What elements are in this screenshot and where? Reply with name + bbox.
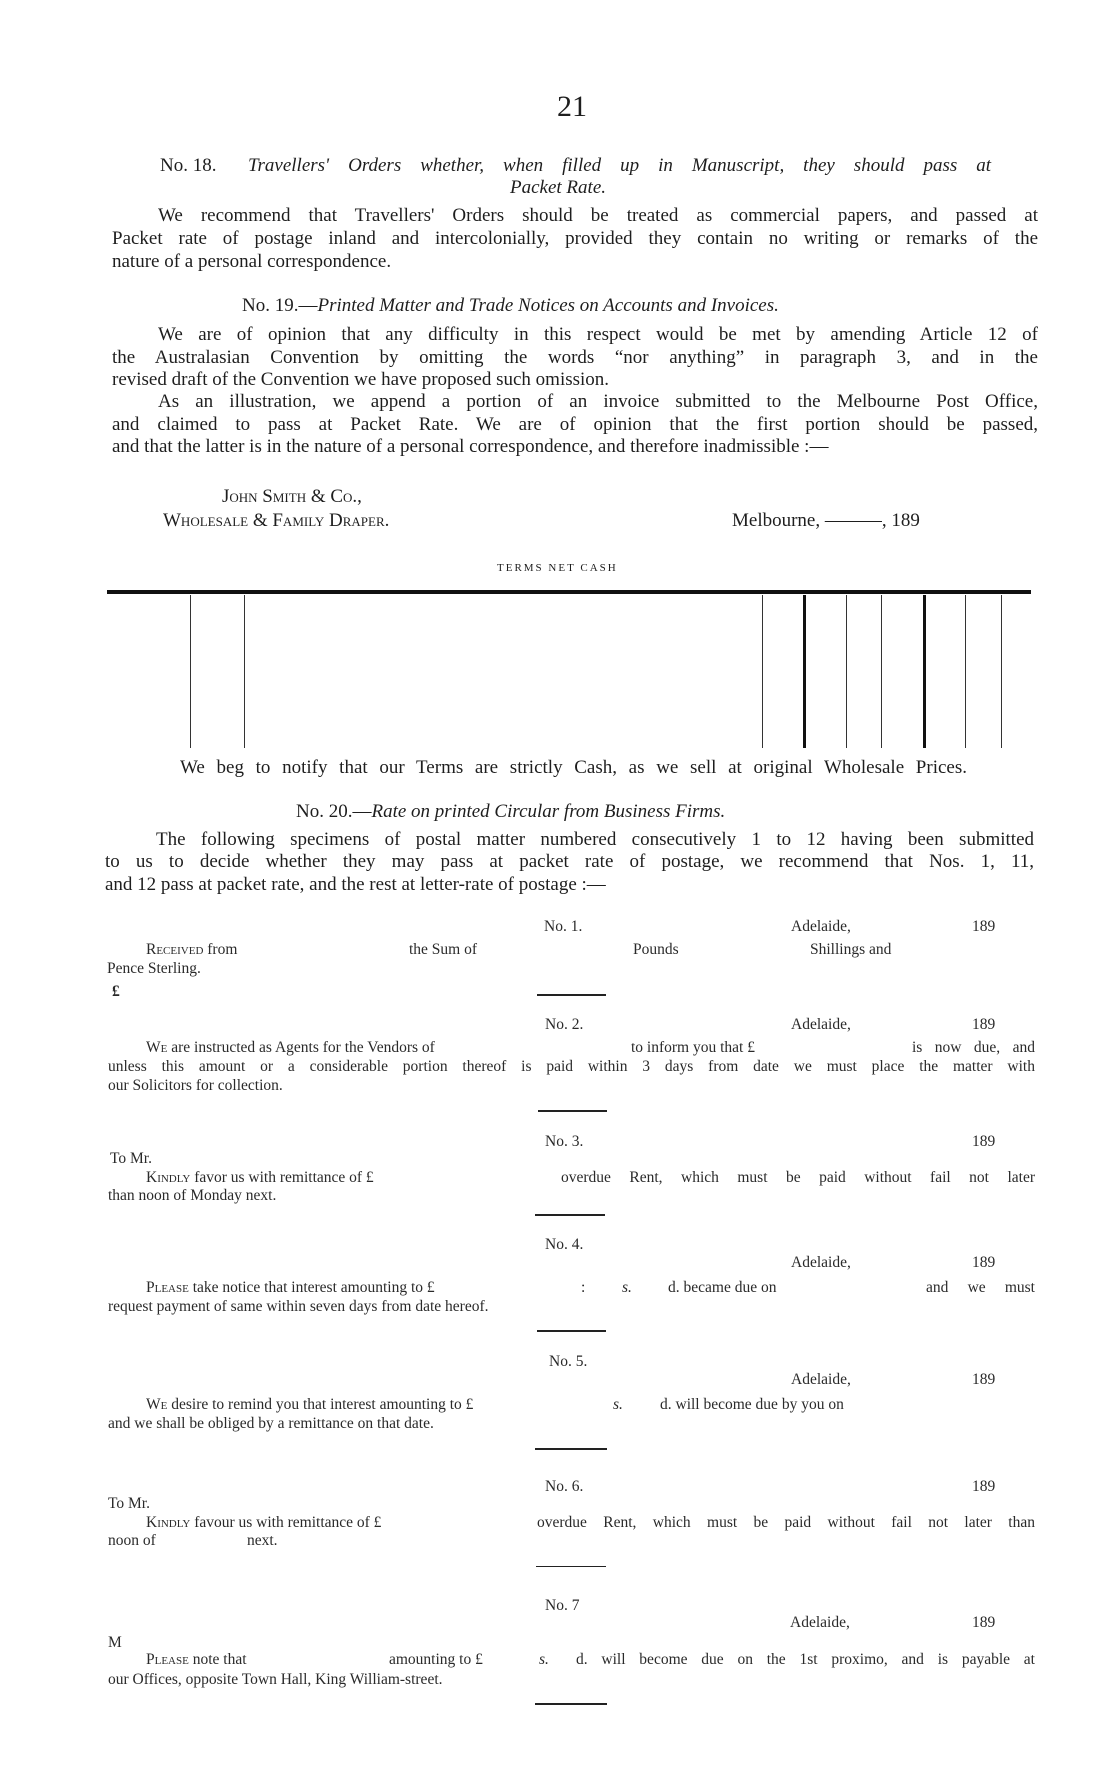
lead-word: Kindly xyxy=(146,1169,191,1186)
invoice-column-line xyxy=(923,595,926,748)
text: from xyxy=(207,941,238,958)
invoice-column-line xyxy=(244,595,245,748)
circular-6-text: noon of xyxy=(108,1532,156,1549)
s19-line: We are of opinion that any difficulty in this respect would be met by amending Article 12 of xyxy=(158,324,1038,345)
circular-3-addressee: To Mr. xyxy=(110,1150,152,1167)
separator-rule xyxy=(537,994,606,996)
circular-5-year: 189 xyxy=(972,1371,996,1388)
circular-6-text: overdue Rent, which must be paid without fail not later than xyxy=(537,1514,1035,1531)
section-19-title: Printed Matter and Trade Notices on Accounts and Invoices. xyxy=(317,295,779,316)
circular-7-number: No. 7 xyxy=(545,1597,580,1614)
separator-rule xyxy=(535,1448,607,1450)
circular-1-text: the Sum of xyxy=(409,941,478,958)
s19-line: the Australasian Convention by omitting the words “nor anything” in paragraph 3, and in the xyxy=(112,347,1038,368)
circular-1-text: Shillings and xyxy=(810,941,892,958)
circular-5-text xyxy=(146,1397,473,1413)
s19-line: revised draft of the Convention we have proposed such omission. xyxy=(112,369,610,390)
circular-6-number: No. 6. xyxy=(545,1478,584,1495)
section-20-title: Rate on printed Circular from Business Firms. xyxy=(371,801,726,822)
circular-2-text xyxy=(146,1040,435,1056)
text: desire to remind you that interest amounting to £ xyxy=(171,1396,474,1413)
section-20-heading xyxy=(296,802,725,821)
circular-2-text: unless this amount or a considerable portion thereof is paid within 3 days from date we must place the matter with xyxy=(108,1058,1035,1075)
circular-4-year: 189 xyxy=(972,1254,996,1271)
text: favour us with remittance of £ xyxy=(194,1514,382,1531)
circular-7-text: s. xyxy=(539,1651,549,1668)
text: and we must xyxy=(926,1279,1035,1296)
invoice-firm: John Smith & Co., xyxy=(222,486,362,507)
s19-line: and that the latter is in the nature of a personal correspondence, and therefore inadmissible :— xyxy=(112,436,829,457)
separator-rule xyxy=(538,1110,607,1112)
text: favor us with remittance of £ xyxy=(194,1169,374,1186)
circular-1-year: 189 xyxy=(972,918,996,935)
circular-6-text xyxy=(146,1515,381,1531)
invoice-column-line xyxy=(881,595,882,748)
separator-rule xyxy=(537,1330,606,1332)
circular-4-text: : xyxy=(581,1279,586,1296)
circular-2-text xyxy=(912,1040,1035,1056)
circular-2-place: Adelaide, xyxy=(791,1016,851,1033)
s20-line: to us to decide whether they may pass at packet rate of postage, we recommend that Nos. 1, 11, xyxy=(105,851,1034,872)
circular-6-addressee: To Mr. xyxy=(108,1495,150,1512)
circular-1-place: Adelaide, xyxy=(791,918,851,935)
lead-word: Please xyxy=(146,1651,189,1668)
circular-5-text: s. xyxy=(613,1396,623,1413)
circular-5-place: Adelaide, xyxy=(791,1371,851,1388)
circular-1-text xyxy=(146,942,237,958)
circular-2-text: to inform you that £ xyxy=(631,1039,755,1056)
s19-line: As an illustration, we append a portion of an invoice submitted to the Melbourne Post Office, xyxy=(158,391,1038,412)
invoice-trade: Wholesale & Family Draper. xyxy=(163,510,390,531)
text: is now due, and xyxy=(912,1039,1035,1056)
separator-rule xyxy=(535,1214,605,1216)
invoice-notice xyxy=(180,758,967,777)
circular-7-place: Adelaide, xyxy=(790,1614,850,1631)
invoice-column-line xyxy=(1001,595,1002,748)
section-19-number: No. 19.— xyxy=(242,295,318,316)
invoice-place-date: Melbourne, ———, 189 xyxy=(732,510,920,531)
circular-6-text: next. xyxy=(247,1532,278,1549)
text: note that xyxy=(192,1651,247,1668)
circular-3-number: No. 3. xyxy=(545,1133,584,1150)
circular-2-year: 189 xyxy=(972,1016,996,1033)
circular-1-text: Pence Sterling. xyxy=(107,960,201,977)
circular-1-text: Pounds xyxy=(633,941,679,958)
invoice-column-line xyxy=(762,595,763,748)
text: are instructed as Agents for the Vendors of xyxy=(171,1039,435,1056)
s18-line: nature of a personal correspondence. xyxy=(112,251,392,272)
circular-5-text: and we shall be obliged by a remittance on that date. xyxy=(108,1415,434,1432)
circular-7-text xyxy=(146,1652,247,1668)
text: take notice that interest amounting to £ xyxy=(192,1279,435,1296)
section-20-number: No. 20.— xyxy=(296,801,372,822)
lead-word: Received xyxy=(146,941,204,958)
circular-7-text: d. will become due on the 1st proximo, and is payable at xyxy=(576,1651,1035,1668)
lead-word: We xyxy=(146,1396,168,1413)
circular-1-pound-sign: £ xyxy=(112,983,120,1000)
circular-7-text: our Offices, opposite Town Hall, King William-street. xyxy=(108,1671,443,1688)
circular-3-year: 189 xyxy=(972,1133,996,1150)
s19-line: and claimed to pass at Packet Rate. We are of opinion that the first portion should be passed, xyxy=(112,414,1038,435)
circular-2-number: No. 2. xyxy=(545,1016,584,1033)
s18-line: We recommend that Travellers' Orders should be treated as commercial papers, and passed at xyxy=(158,205,1038,226)
section-18-title-line: Travellers' Orders whether, when filled up in Manuscript, they should pass at xyxy=(248,155,991,176)
invoice-column-line xyxy=(846,595,847,748)
circular-4-text: d. became due on xyxy=(668,1279,777,1296)
circular-6-year: 189 xyxy=(972,1478,996,1495)
section-18-title xyxy=(248,156,991,175)
invoice-column-line xyxy=(190,595,191,748)
circular-2-text: our Solicitors for collection. xyxy=(108,1077,283,1094)
circular-4-number: No. 4. xyxy=(545,1236,584,1253)
invoice-column-line xyxy=(803,595,806,748)
lead-word: Kindly xyxy=(146,1514,191,1531)
s18-line: Packet rate of postage inland and intercolonially, provided they contain no writing or remarks of the xyxy=(112,228,1038,249)
section-19-heading xyxy=(242,296,779,315)
circular-4-text xyxy=(146,1280,435,1296)
circular-1-number: No. 1. xyxy=(544,918,583,935)
lead-word: Please xyxy=(146,1279,189,1296)
circular-3-text: than noon of Monday next. xyxy=(108,1187,277,1204)
circular-4-text xyxy=(926,1280,1035,1296)
invoice-column-line xyxy=(965,595,966,748)
page-number: 21 xyxy=(557,90,587,123)
circular-4-place: Adelaide, xyxy=(791,1254,851,1271)
s20-line: The following specimens of postal matter numbered consecutively 1 to 12 having been submitted xyxy=(156,829,1034,850)
circular-4-text: s. xyxy=(622,1279,632,1296)
s20-line: and 12 pass at packet rate, and the rest at letter-rate of postage :— xyxy=(105,874,606,895)
circular-3-text: overdue Rent, which must be paid without fail not later xyxy=(561,1169,1035,1186)
circular-7-text: amounting to £ xyxy=(389,1651,483,1668)
section-18-number: No. 18. xyxy=(160,155,217,176)
circular-5-text: d. will become due by you on xyxy=(660,1396,844,1413)
invoice-top-rule xyxy=(107,590,1031,594)
circular-3-text xyxy=(146,1170,374,1186)
section-18-title-cont: Packet Rate. xyxy=(510,177,607,198)
circular-7-year: 189 xyxy=(972,1614,996,1631)
invoice-notice-text: We beg to notify that our Terms are strictly Cash, as we sell at original Wholesale Prices. xyxy=(180,757,967,778)
separator-rule xyxy=(536,1566,606,1567)
circular-5-number: No. 5. xyxy=(549,1353,588,1370)
separator-rule xyxy=(535,1703,607,1705)
lead-word: We xyxy=(146,1039,168,1056)
circular-4-text: request payment of same within seven days from date hereof. xyxy=(108,1298,489,1315)
circular-7-addressee: M xyxy=(108,1634,122,1651)
invoice-terms: TERMS NET CASH xyxy=(497,562,618,574)
